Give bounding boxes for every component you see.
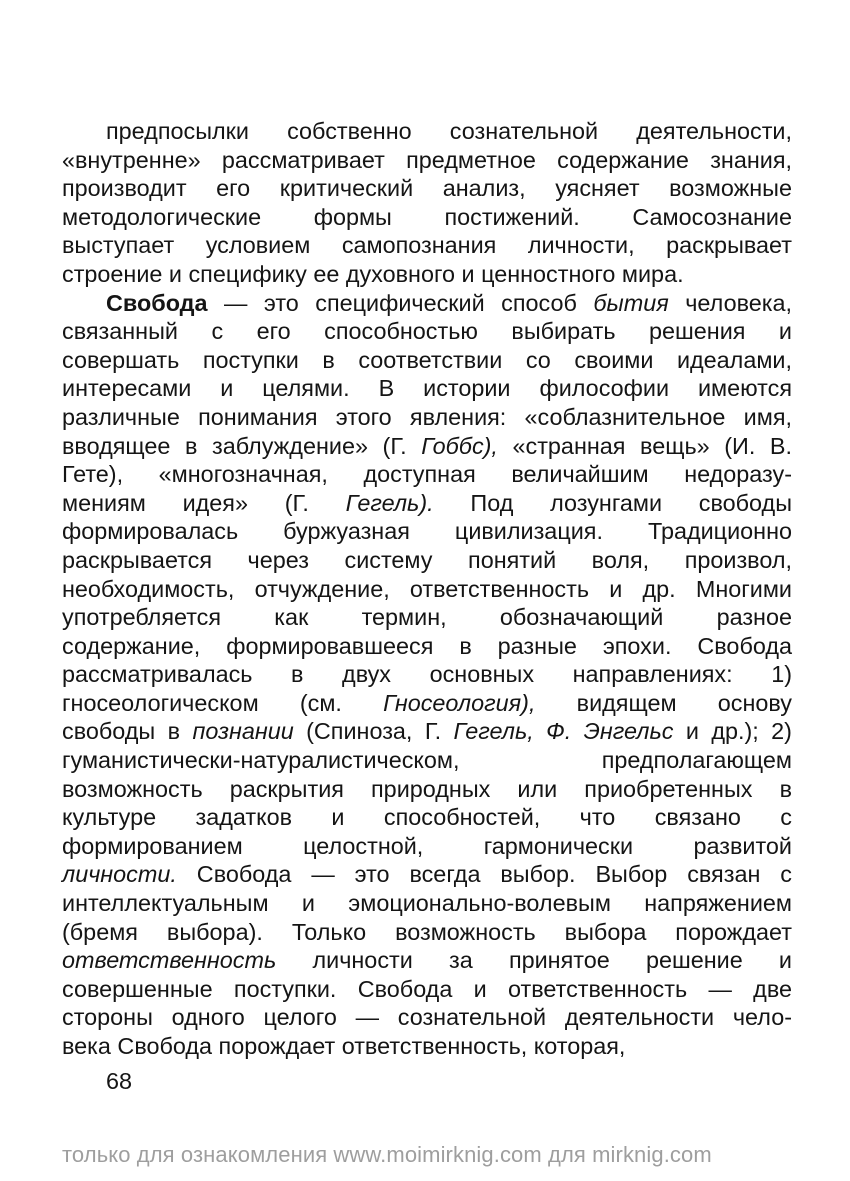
watermark-text: только для ознакомления www.moimirknig.com для mirknig.com xyxy=(62,1142,712,1167)
cross-reference: познании xyxy=(192,718,294,745)
paragraph-freedom xyxy=(62,289,792,1061)
text-span: человека, xyxy=(668,289,793,316)
text-line: возможность раскрытия природных или приобретенных в xyxy=(62,775,792,802)
text-span: «странная вещь» (И. В. xyxy=(497,432,792,459)
text-span: Свобода — это всегда выбор. Выбор связан с xyxy=(176,861,792,888)
text-span: личности за принятое решение и xyxy=(276,947,792,974)
cross-reference: Гегель, Ф. Энгельс xyxy=(453,718,674,745)
text-line xyxy=(62,717,792,746)
body-text xyxy=(62,117,792,1061)
text-span: — это специфический способ xyxy=(207,289,594,316)
text-line: формированием целостной, гармонически развитой xyxy=(62,832,792,859)
text-line: раскрывается через систему понятий воля, произвол, xyxy=(62,546,792,573)
text-line: века Свобода порождает ответственность, которая, xyxy=(62,1033,626,1059)
text-span: Под лозунгами свободы xyxy=(433,489,793,516)
text-line: (бремя выбора). Только возможность выбора порождает xyxy=(62,918,792,945)
cross-reference: Гоббс), xyxy=(421,432,498,459)
text-line: формировалась буржуазная цивилизация. Традиционно xyxy=(62,518,792,545)
text-line: содержание, формировавшееся в разные эпохи. Свобода xyxy=(62,632,792,659)
text-line xyxy=(62,860,792,889)
text-line: интеллектуальным и эмоционально-волевым напряжением xyxy=(62,890,792,917)
text-line: методологические формы постижений. Самосознание xyxy=(62,203,792,230)
text-span: свободы в xyxy=(62,718,193,745)
text-line xyxy=(62,489,792,518)
text-line xyxy=(62,946,792,975)
text-line: гуманистически-натуралистическом, предполагающем xyxy=(62,747,792,774)
text-line: употребляется как термин, обозначающий разное xyxy=(62,604,792,631)
cross-reference: ответственность xyxy=(62,947,277,974)
text-line: связанный с его способностью выбирать решения и xyxy=(62,318,792,345)
text-line: стороны одного целого — сознательной деятельности чело- xyxy=(62,1004,792,1031)
text-line xyxy=(62,432,792,461)
text-span: гносеологическом (см. xyxy=(62,689,384,716)
cross-reference: личности. xyxy=(62,861,177,888)
text-line: предпосылки собственно сознательной деятельности, xyxy=(106,118,792,144)
text-line xyxy=(62,289,792,318)
text-line: рассматривалась в двух основных направлениях: 1) xyxy=(62,661,792,688)
cross-reference: Гегель). xyxy=(345,489,434,516)
text-line: интересами и целями. В истории философии имеются xyxy=(62,375,792,402)
paragraph-1 xyxy=(62,117,792,289)
text-line: совершать поступки в соответствии со своими идеалами, xyxy=(62,346,792,373)
term-heading: Свобода xyxy=(106,289,208,316)
text-line: строение и специфику ее духовного и ценностного мира. xyxy=(62,260,684,287)
text-span: видящем основу xyxy=(535,689,792,716)
text-line: совершенные поступки. Свобода и ответственность — две xyxy=(62,975,792,1002)
text-line xyxy=(62,689,792,718)
text-line: Гете), «многозначная, доступная величайшим недоразу- xyxy=(62,461,792,488)
text-span: (Спиноза, Г. xyxy=(293,718,454,745)
page-number: 68 xyxy=(106,1068,133,1094)
text-span: и др.); 2) xyxy=(673,718,792,745)
text-line: различные понимания этого явления: «соблазнительное имя, xyxy=(62,403,792,430)
text-line: «внутренне» рассматривает предметное содержание знания, xyxy=(62,146,792,173)
text-line: культуре задатков и способностей, что связано с xyxy=(62,804,792,831)
text-span: вводящее в заблуждение» (Г. xyxy=(62,432,422,459)
text-span: мениям идея» (Г. xyxy=(62,489,346,516)
text-line: производит его критический анализ, уясняет возможные xyxy=(62,175,792,202)
text-line: необходимость, отчуждение, ответственность и др. Многими xyxy=(62,575,792,602)
text-line: выступает условием самопознания личности, раскрывает xyxy=(62,232,792,259)
cross-reference: бытия xyxy=(593,289,669,316)
cross-reference: Гносеология), xyxy=(383,689,536,716)
